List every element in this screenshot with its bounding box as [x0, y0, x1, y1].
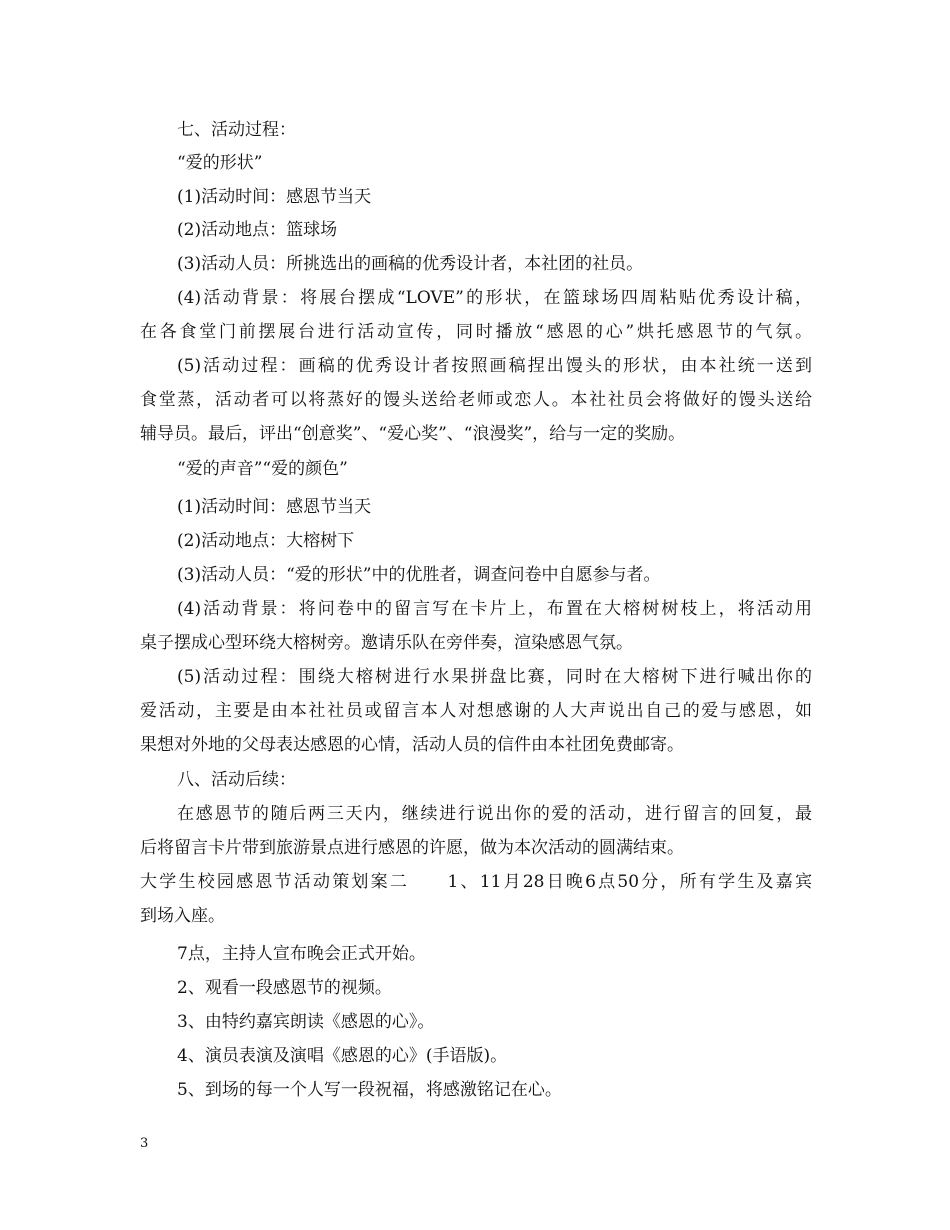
- subheading-sound-and-color-of-love: “爱的声音”“爱的颜色”: [177, 459, 348, 479]
- subheading-shape-of-love: “爱的形状”: [177, 153, 263, 173]
- text-line: (5)活动过程：画稿的优秀设计者按照画稿捏出馒头的形状，由本社统一送到: [177, 356, 812, 376]
- text-line: 7点，主持人宣布晚会正式开始。: [177, 944, 426, 964]
- text-line: 后将留言卡片带到旅游景点进行感恩的许愿，做为本次活动的圆满结束。: [140, 838, 684, 858]
- text-line: 辅导员。最后，评出“创意奖”、“爱心奖”、“浪漫奖”，给与一定的奖励。: [140, 424, 686, 444]
- section-heading-follow-up: 八、活动后续：: [177, 770, 296, 790]
- text-line: (2)活动地点：篮球场: [177, 220, 338, 240]
- text-line: (3)活动人员：“爱的形状”中的优胜者，调查问卷中自愿参与者。: [177, 565, 661, 585]
- section-heading-process: 七、活动过程：: [177, 120, 296, 140]
- text-line: (5)活动过程：围绕大榕树进行水果拼盘比赛，同时在大榕树下进行喊出你的: [177, 667, 812, 687]
- text-line: 在各食堂门前摆展台进行活动宣传，同时播放“感恩的心”烘托感恩节的气氛。: [140, 322, 812, 342]
- text-line: (3)活动人员：所挑选出的画稿的优秀设计者，本社团的社员。: [177, 254, 644, 274]
- text-line: 2、观看一段感恩节的视频。: [177, 978, 392, 998]
- text-line: 在感恩节的随后两三天内，继续进行说出你的爱的活动，进行留言的回复，最: [177, 804, 812, 824]
- text-line: 桌子摆成心型环绕大榕树旁。邀请乐队在旁伴奏，渲染感恩气氛。: [140, 633, 633, 653]
- text-line: (4)活动背景：将展台摆成“LOVE”的形状，在篮球场四周粘贴优秀设计稿，: [177, 288, 812, 308]
- text-line: (2)活动地点：大榕树下: [177, 531, 355, 551]
- text-line: 5、到场的每一个人写一段祝福，将感激铭记在心。: [177, 1080, 562, 1100]
- text-line: 果想对外地的父母表达感恩的心情，活动人员的信件由本社团免费邮寄。: [140, 735, 684, 755]
- text-line: 3、由特约嘉宾朗读《感恩的心》。: [177, 1012, 435, 1032]
- text-line: 到场入座。: [140, 906, 225, 926]
- page-number: 3: [140, 1136, 149, 1151]
- text-line: (1)活动时间：感恩节当天: [177, 187, 372, 207]
- text-line: 爱活动，主要是由本社社员或留言本人对想感谢的人大声说出自己的爱与感恩，如: [140, 701, 812, 721]
- text-line: 食堂蒸，活动者可以将蒸好的馒头送给老师或恋人。本社社员会将做好的馒头送给: [140, 390, 812, 410]
- text-line: (1)活动时间：感恩节当天: [177, 497, 372, 517]
- text-line: 4、演员表演及演唱《感恩的心》(手语版)。: [177, 1046, 508, 1066]
- text-line: 大学生校园感恩节活动策划案二 1、11月28日晚6点50分，所有学生及嘉宾: [140, 872, 812, 892]
- text-line: (4)活动背景：将问卷中的留言写在卡片上，布置在大榕树树枝上，将活动用: [177, 599, 812, 619]
